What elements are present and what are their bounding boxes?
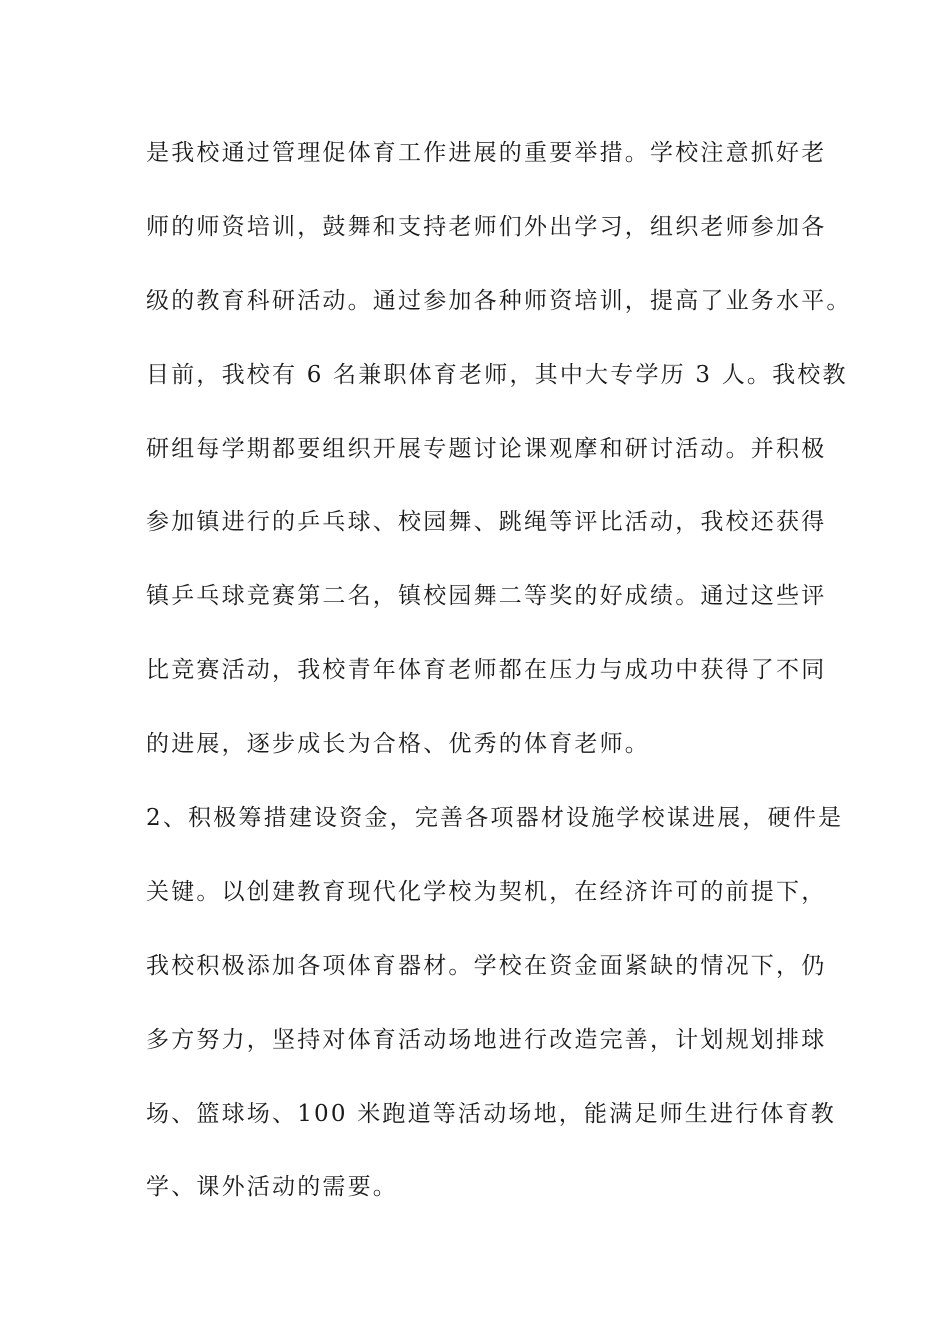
text-line: 参加镇进行的乒乓球、校园舞、跳绳等评比活动，我校还获得 [146,509,827,536]
text-line: 级的教育科研活动。通过参加各种师资培训，提高了业务水平。 [146,287,852,314]
text-line: 场、篮球场、100 米跑道等活动场地，能满足师生进行体育教 [146,1100,837,1127]
text-line: 关键。以创建教育现代化学校为契机，在经济许可的前提下， [146,878,827,905]
text-line: 目前，我校有 6 名兼职体育老师，其中大专学历 3 人。我校教 [146,361,848,388]
text-line: 的进展，逐步成长为合格、优秀的体育老师。 [146,731,650,758]
text-line: 2、积极筹措建设资金，完善各项器材设施学校谋进展，硬件是 [146,805,844,832]
text-line: 是我校通过管理促体育工作进展的重要举措。学校注意抓好老 [146,140,827,166]
text-line: 我校积极添加各项体育器材。学校在资金面紧缺的情况下，仍 [146,952,827,979]
text-line: 比竞赛活动，我校青年体育老师都在压力与成功中获得了不同 [146,657,827,684]
text-line: 研组每学期都要组织开展专题讨论课观摩和研讨活动。并积极 [146,435,827,462]
text-line: 多方努力，坚持对体育活动场地进行改造完善，计划规划排球 [146,1026,827,1053]
text-line: 镇乒乓球竞赛第二名，镇校园舞二等奖的好成绩。通过这些评 [146,583,827,610]
text-line: 师的师资培训，鼓舞和支持老师们外出学习，组织老师参加各 [146,213,827,240]
text-line: 学、课外活动的需要。 [146,1174,398,1201]
document-body [146,128,852,1236]
